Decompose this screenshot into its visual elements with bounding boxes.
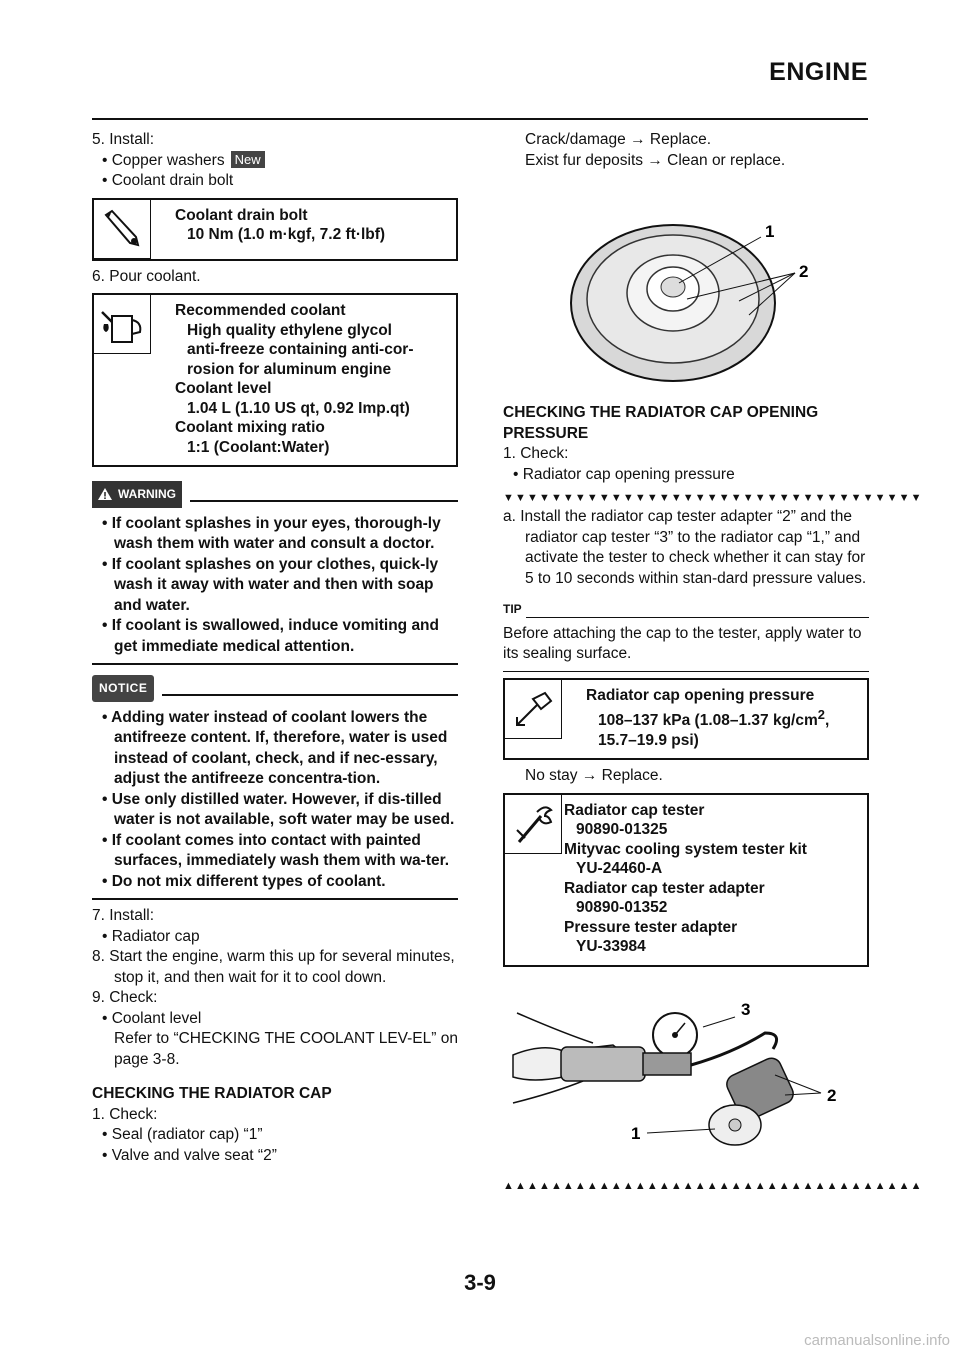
pressure-gauge-icon: [505, 680, 562, 739]
cap-section-title: CHECKING THE RADIATOR CAP: [92, 1085, 332, 1102]
page-section-title: ENGINE: [769, 58, 868, 86]
spec-tools-line8: YU-33984: [576, 938, 646, 956]
procedure-end-marker: ▲▲▲▲▲▲▲▲▲▲▲▲▲▲▲▲▲▲▲▲▲▲▲▲▲▲▲▲▲▲▲▲▲▲▲: [503, 1179, 923, 1192]
cap-check-heading: 1. Check:: [92, 1105, 158, 1123]
step7-heading: 7. Install:: [92, 907, 155, 924]
notice-list: [92, 708, 458, 893]
warning-item: • If coolant splashes on your clothes, quick-ly wash it away with water and then with soap and water.: [102, 555, 439, 614]
step5-heading: 5. Install:: [92, 131, 155, 148]
spec-pressure-value2: 15.7–19.9 psi): [598, 731, 699, 749]
spec-coolant-line8: 1:1 (Coolant:Water): [187, 438, 330, 456]
spec-coolant-line3: anti-freeze containing anti-cor-: [187, 341, 414, 358]
notice-end-rule: [92, 898, 458, 900]
spec-tools-line6: 90890-01352: [576, 899, 668, 917]
warning-rule: [190, 500, 458, 502]
fig2-label-2: 2: [827, 1085, 837, 1105]
notice-item: • Do not mix different types of coolant.: [102, 872, 386, 890]
notice-item: • Adding water instead of coolant lowers the antifreeze content. If, therefore, water is used instead of coolant, check, and if nec-essary, adjust the antifreeze concentra-tion.: [102, 708, 448, 787]
spec-coolant-line5: Coolant level: [175, 380, 272, 397]
spec-coolant-line7: Coolant mixing ratio: [175, 419, 325, 436]
spec-box-opening-pressure: [503, 678, 869, 761]
fur-instruction: Exist fur deposits → Clean or replace.: [525, 151, 786, 169]
procedure-start-marker: ▼▼▼▼▼▼▼▼▼▼▼▼▼▼▼▼▼▼▼▼▼▼▼▼▼▼▼▼▼▼▼▼▼▼▼: [503, 492, 923, 504]
spec-coolant-line2: High quality ethylene glycol: [187, 321, 392, 339]
spec-tools-line5: Radiator cap tester adapter: [564, 879, 765, 897]
warning-item: • If coolant is swallowed, induce vomiting and get immediate medical attention.: [102, 617, 439, 655]
pressure-check-heading: 1. Check:: [503, 445, 569, 462]
fig1-label-1: 1: [765, 222, 775, 241]
notice-item: • Use only distilled water. However, if dis-tilled water is not available, soft water may be used.: [102, 790, 455, 828]
spec-coolant-line1: Recommended coolant: [175, 302, 346, 319]
tip-label: TIP: [503, 602, 522, 616]
spec-pressure-value1: [586, 705, 829, 731]
spec-bolt-title: Coolant drain bolt: [175, 206, 308, 224]
spec-pressure-value1-text: 108–137 kPa (1.08–1.37 kg/cm: [598, 712, 818, 730]
notice-rule: [162, 694, 458, 696]
step6: 6. Pour coolant.: [92, 267, 201, 285]
tip-header: [503, 599, 869, 620]
warning-header: [92, 481, 458, 508]
tip-rule: [526, 617, 869, 618]
spec-pressure-sup: 2: [817, 707, 825, 722]
watering-can-icon: [94, 295, 151, 354]
cap-check-item-valve: • Valve and valve seat “2”: [102, 1146, 277, 1164]
new-part-badge: New: [231, 151, 265, 168]
crack-instruction: Crack/damage → Replace.: [525, 131, 712, 148]
special-tool-icon: [505, 795, 562, 854]
warning-label: WARNING: [118, 487, 176, 501]
cap-check-item-seal: • Seal (radiator cap) “1”: [102, 1126, 263, 1143]
step7-item: • Radiator cap: [102, 927, 200, 945]
step5-item-copper: [92, 151, 458, 172]
step9-item: • Coolant level: [102, 1009, 202, 1027]
fig1-label-2: 2: [799, 262, 809, 281]
notice-item: • If coolant comes into contact with painted surfaces, immediately wash them with wa-ter.: [102, 831, 450, 869]
warning-triangle-icon: [98, 488, 112, 500]
warning-badge: [92, 481, 182, 508]
warning-item: • If coolant splashes in your eyes, thorough-ly wash them with water and consult a doctor.: [102, 514, 441, 552]
spec-tools-line7: Pressure tester adapter: [564, 918, 738, 936]
step9-reference: Refer to “CHECKING THE COOLANT LEV-EL” on page 3-8.: [114, 1030, 458, 1068]
notice-badge: NOTICE: [92, 675, 154, 702]
left-column: [92, 130, 458, 1166]
spec-box-tools: [503, 793, 869, 967]
fig2-label-3: 3: [741, 999, 751, 1019]
spec-tools-line3: Mityvac cooling system tester kit: [564, 840, 807, 858]
radiator-cap-figure: [503, 171, 869, 401]
spec-box-drain-bolt: [92, 198, 458, 261]
spec-pressure-title: Radiator cap opening pressure: [586, 686, 815, 704]
warning-list: [92, 514, 458, 658]
spec-tools-line2: 90890-01325: [576, 821, 668, 839]
header-rule: [92, 118, 868, 120]
tip-text: Before attaching the cap to the tester, apply water to its sealing surface.: [503, 624, 862, 662]
no-stay-instruction: No stay → Replace.: [525, 767, 663, 785]
step8: 8. Start the engine, warm this up for several minutes, stop it, and then wait for it to cool down.: [92, 948, 455, 986]
spec-pressure-comma: ,: [824, 712, 830, 730]
site-watermark[interactable]: carmanualsonline.info: [804, 1332, 950, 1349]
torque-wrench-icon: [94, 200, 151, 259]
spec-coolant-line4: rosion for aluminum engine: [187, 360, 392, 378]
warning-end-rule: [92, 663, 458, 665]
step9-heading: 9. Check:: [92, 989, 158, 1006]
fig2-label-1: 1: [631, 1123, 641, 1143]
pressure-section-title: CHECKING THE RADIATOR CAP OPENING PRESSURE: [503, 404, 819, 442]
spec-bolt-value: 10 Nm (1.0 m·kgf, 7.2 ft·lbf): [187, 226, 386, 243]
step5-item-bolt: • Coolant drain bolt: [102, 172, 234, 189]
step5-item1-text: • Copper washers: [102, 151, 225, 169]
spec-coolant-line6: 1.04 L (1.10 US qt, 0.92 Imp.qt): [187, 399, 410, 417]
notice-header: [92, 675, 458, 702]
cap-tester-figure: [503, 973, 869, 1173]
pressure-check-item: • Radiator cap opening pressure: [513, 465, 735, 483]
page-number: 3-9: [464, 1270, 496, 1295]
right-column: [503, 130, 923, 1195]
procedure-step-a: a. Install the radiator cap tester adapter “2” and the radiator cap tester “3” to the radiator cap “1,” and activate the tester to check whether it can stay for 5 to 10 seconds within stan-dard pressure values.: [503, 508, 867, 587]
spec-box-coolant: [92, 293, 458, 467]
spec-tools-line1: Radiator cap tester: [564, 801, 705, 819]
spec-tools-line4: YU-24460-A: [576, 860, 663, 878]
tip-end-rule: [503, 671, 869, 672]
